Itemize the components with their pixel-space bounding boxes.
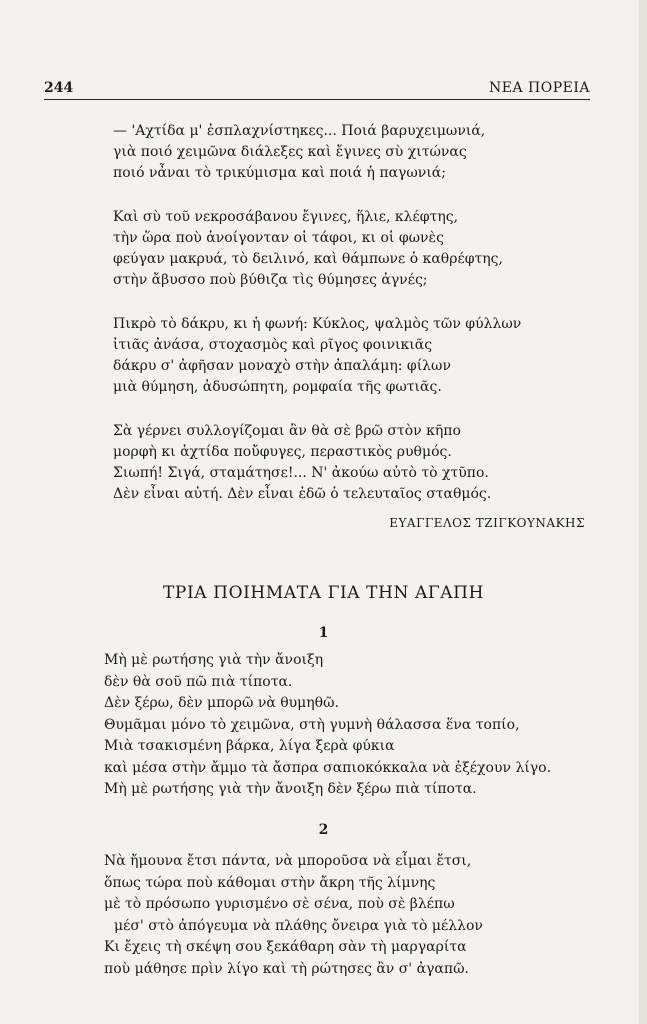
page-number: 244 bbox=[44, 80, 74, 96]
poem1-stanza-1 bbox=[113, 121, 543, 184]
author-signature: ΕΥΑΓΓΕΛΟΣ ΤΖΙΓΚΟΥΝΑΚΗΣ bbox=[389, 516, 585, 530]
verse-line: Πικρὸ τὸ δάκρυ, κι ἡ φωνή: Κύκλος, ψαλμὸς τῶν φύλλων bbox=[113, 316, 522, 332]
verse-line: Θυμᾶμαι μόνο τὸ χειμῶνα, στὴ γυμνὴ θάλασσα ἕνα τοπίο, bbox=[104, 716, 520, 733]
poem1-stanza-2 bbox=[113, 207, 543, 291]
verse-line: Σιωπή! Σιγά, σταμάτησε!... Ν' ἀκούω αὐτὸ τὸ χτῦπο. bbox=[113, 465, 489, 481]
verse-line: Μιὰ τσακισμένη βάρκα, λίγα ξερὰ φύκια bbox=[104, 738, 395, 754]
poem1-stanza-4 bbox=[113, 421, 543, 505]
page-header bbox=[44, 80, 590, 100]
poem-number: 1 bbox=[318, 625, 329, 641]
verse-line: Μὴ μὲ ρωτήσης γιὰ τὴν ἄνοιξη δὲν ξέρω πιὰ τίποτα. bbox=[104, 781, 477, 797]
verse-line: Δὲν εἶναι αὐτή. Δὲν εἶναι ἐδῶ ὁ τελευταῖος σταθμός. bbox=[113, 486, 492, 502]
verse-line: ποὺ μάθησε πρὶν λίγο καὶ τὴ ρώτησες ἂν σ' ἀγαπῶ. bbox=[104, 960, 469, 977]
verse-line: δὲν θὰ σοῦ πῶ πιὰ τίποτα. bbox=[104, 673, 293, 690]
verse-line: Σὰ γέρνει συλλογίζομαι ἂν θὰ σὲ βρῶ στὸν κῆπο bbox=[113, 423, 461, 439]
verse-line: γιὰ ποιό χειμῶνα διάλεξες καὶ ἔγινες σὺ χιτώνας bbox=[113, 144, 467, 160]
verse-line: δάκρυ σ' ἀφῆσαν μοναχὸ στὴν ἀπαλάμη: φίλων bbox=[113, 358, 451, 374]
verse-line: τὴν ὥρα ποὺ ἀνοίγονταν οἱ τάφοι, κι οἱ φωνὲς bbox=[113, 230, 444, 246]
verse-line: καὶ μέσα στὴν ἄμμο τὰ ἄσπρα σαπιοκόκκαλα νὰ ἐξέχουν λίγο. bbox=[104, 759, 552, 776]
poem1-stanza-3 bbox=[113, 314, 543, 398]
verse-line: Μὴ μὲ ρωτήσης γιὰ τὴν ἄνοιξη bbox=[104, 652, 324, 668]
verse-line: μιὰ θύμηση, ἀδυσώπητη, ρομφαία τῆς φωτιᾶς. bbox=[113, 379, 442, 395]
page-edge bbox=[639, 0, 647, 1024]
poem-number: 2 bbox=[318, 822, 329, 838]
verse-line: Δὲν ξέρω, δὲν μπορῶ νὰ θυμηθῶ. bbox=[104, 695, 339, 711]
running-title: ΝΕΑ ΠΟΡΕΙΑ bbox=[489, 80, 590, 96]
verse-line: φεύγαν μακρυά, τὸ δειλινό, καὶ θάμπωνε ὁ καθρέφτης, bbox=[113, 251, 503, 267]
verse-line: Νὰ ἤμουνα ἔτσι πάντα, νὰ μποροῦσα νὰ εἶμαι ἔτσι, bbox=[104, 853, 472, 869]
verse-line: στὴν ἄβυσσο ποὺ βύθιζα τὶς θύμησες ἀγνές; bbox=[113, 272, 428, 288]
verse-line: μὲ τὸ πρόσωπο γυρισμένο σὲ σένα, ποὺ σὲ βλέπω bbox=[104, 896, 455, 912]
love-poem-1 bbox=[104, 650, 584, 801]
section-title: ΤΡΙΑ ΠΟΙΗΜΑΤΑ ΓΙΑ ΤΗΝ ΑΓΑΠΗ bbox=[162, 583, 484, 603]
verse-line: ποιό νἆναι τὸ τρικύμισμα καὶ ποιά ἡ παγωνιά; bbox=[113, 165, 446, 181]
verse-line: ἰτιᾶς ἀνάσα, στοχασμὸς καὶ ρῖγος φοινικιᾶς bbox=[113, 337, 433, 353]
verse-line: Κι ἔχεις τὴ σκέψη σου ξεκάθαρη σὰν τὴ μαργαρίτα bbox=[104, 939, 467, 955]
verse-line: μέσ' στὸ ἀπόγευμα νὰ πλάθης ὄνειρα γιὰ τὸ μέλλον bbox=[114, 917, 483, 934]
love-poem-2 bbox=[104, 851, 584, 980]
verse-line: — 'Αχτίδα μ' ἐσπλαχνίστηκες... Ποιά βαρυχειμωνιά, bbox=[113, 123, 486, 139]
verse-line: μορφὴ κι ἀχτίδα ποὔφυγες, περαστικὸς ρυθμός. bbox=[113, 444, 452, 460]
verse-line: ὅπως τώρα ποὺ κάθομαι στὴν ἄκρη τῆς λίμνης bbox=[104, 874, 436, 891]
verse-line: Καὶ σὺ τοῦ νεκροσάβανου ἔγινες, ἥλιε, κλέφτης, bbox=[113, 209, 459, 225]
header-rule bbox=[44, 99, 590, 100]
